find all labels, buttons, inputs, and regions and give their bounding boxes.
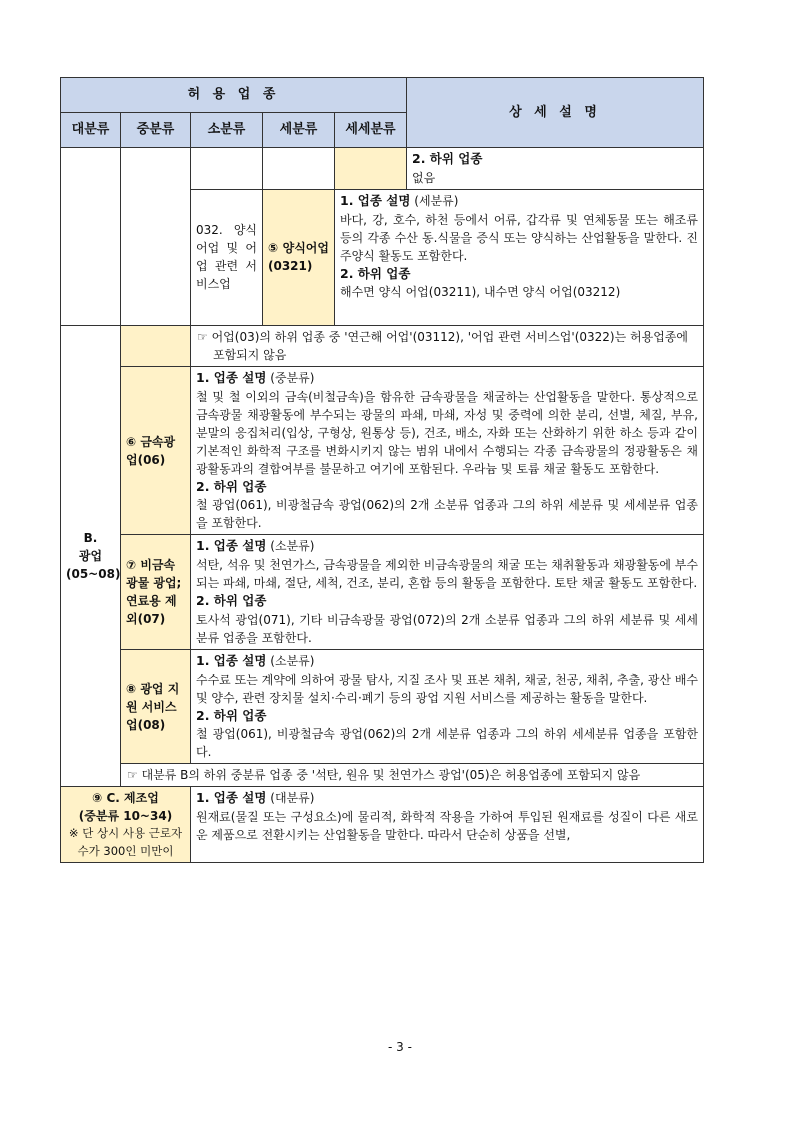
note-mining: ☞ 대분류 B의 하위 중분류 업종 중 '석탄, 원유 및 천연가스 광업'(05)은 허용업종에 포함되지 않음 xyxy=(121,764,704,787)
sub-industries: 토사석 광업(071), 기타 비금속광물 광업(072)의 2개 소분류 업종과 그의 하위 세분류 및 세세분류 업종을 포함한다. xyxy=(196,612,698,645)
heading: 1. 업종 설명 xyxy=(196,538,267,554)
cell-detail xyxy=(191,649,704,764)
description: 수수료 또는 계약에 의하여 광물 탐사, 지질 조사 및 표본 채취, 채굴, 천공, 채취, 추출, 광산 배수 및 양수, 관련 장치물 설치·수리·폐기 등의 광업 지원 서비스를 제공하는 활동을 말한다. xyxy=(196,672,698,705)
heading: 1. 업종 설명 xyxy=(196,790,267,806)
table-row xyxy=(61,787,704,863)
manufacturing-title: ⑨ C. 제조업 xyxy=(92,791,159,806)
heading-note: (중분류) xyxy=(270,370,315,385)
cell-small-empty xyxy=(191,148,263,190)
sub-industries: 철 광업(061), 비광철금속 광업(062)의 2개 소분류 업종과 그의 하위 세분류 및 세세분류 업종을 포함한다. xyxy=(196,498,698,531)
cell-detail xyxy=(191,535,704,650)
sub-industries: 없음 xyxy=(412,170,436,185)
table-row xyxy=(61,366,704,535)
subheading: 2. 하위 업종 xyxy=(412,151,483,166)
description: 석탄, 석유 및 천연가스, 금속광물을 제외한 비금속광물의 채굴 또는 채취활동과 채광활동에 부수되는 파쇄, 마쇄, 절단, 세척, 건조, 분리, 혼합 등의 활동을 포함한다. 토탄 채굴 활동도 포함한다. xyxy=(196,558,698,590)
table-row xyxy=(61,535,704,650)
cell-fine-class: ⑤ 양식어업(0321) xyxy=(263,189,335,325)
cell-mid-class: ⑦ 비금속광물 광업; 연료용 제외(07) xyxy=(121,535,191,650)
cell-detail xyxy=(335,189,704,325)
sub-industries: 해수면 양식 어업(03211), 내수면 양식 어업(03212) xyxy=(340,285,621,300)
cell-detail xyxy=(191,787,704,863)
heading: 1. 업종 설명 xyxy=(196,369,267,385)
subheading: 2. 하위 업종 xyxy=(340,265,411,281)
heading-note: (소분류) xyxy=(270,653,315,668)
heading-row xyxy=(196,537,698,556)
heading-row xyxy=(196,369,698,388)
subheading: 2. 하위 업종 xyxy=(196,593,267,608)
cell-small-class: 032. 양식어업 및 어업 관련 서비스업 xyxy=(191,189,263,325)
header-col-small: 소분류 xyxy=(191,113,263,148)
manufacturing-condition: ※ 단 상시 사용 근로자 수가 300인 미만이 xyxy=(68,826,183,858)
header-col-finest: 세세분류 xyxy=(335,113,407,148)
cell-detail xyxy=(191,366,704,535)
industry-table xyxy=(60,77,704,863)
header-col-large: 대분류 xyxy=(61,113,121,148)
description: 바다, 강, 호수, 하천 등에서 어류, 갑각류 및 연체동물 또는 해조류 등의 각종 수산 동.식물을 증식 또는 양식하는 산업활동을 말한다. 진주양식 활동도 포함한다. xyxy=(340,212,698,263)
subheading: 2. 하위 업종 xyxy=(196,478,267,494)
cell-detail xyxy=(407,148,704,190)
sub-industries: 철 광업(061), 비광철금속 광업(062)의 2개 세분류 업종과 그의 하위 세세분류 업종을 포함한다. xyxy=(196,727,698,760)
heading: 1. 업종 설명 xyxy=(340,192,411,208)
cell-manufacturing xyxy=(61,787,191,863)
page-number: - 3 - xyxy=(388,1040,412,1054)
heading-row xyxy=(196,652,698,671)
header-col-mid: 중분류 xyxy=(121,113,191,148)
header-detail: 상 세 설 명 xyxy=(407,78,704,148)
description: 원재료(물질 또는 구성요소)에 물리적, 화학적 작용을 가하여 투입된 원재료를 성질이 다른 새로운 제품으로 전환시키는 산업활동을 말한다. 따라서 단순히 상품을 선별, xyxy=(196,810,698,842)
note-fishery: ☞ 어업(03)의 하위 업종 중 '연근해 어업'(03112), '어업 관련 서비스업'(0322)는 허용업종에 포함되지 않음 xyxy=(191,325,704,366)
table-row xyxy=(61,764,704,787)
heading-note: (소분류) xyxy=(270,539,315,554)
cell-finest-empty xyxy=(335,148,407,190)
heading: 1. 업종 설명 xyxy=(196,652,267,668)
heading-row xyxy=(340,192,698,211)
cell-mid-empty xyxy=(121,325,191,366)
heading-row xyxy=(196,789,698,808)
header-col-fine: 세분류 xyxy=(263,113,335,148)
table-row xyxy=(61,325,704,366)
description: 철 및 철 이외의 금속(비철금속)을 함유한 금속광물을 채굴하는 산업활동을 말한다. 통상적으로 금속광물 채광활동에 부수되는 광물의 파쇄, 마쇄, 자성 및 중력에 의한 분리, 선별, 체질, 부유, 분말의 응집처리(입상, 구형상, 원통상 등), 건조, 배소, 자화 또는 산화하기 위한 하소 등과 같이 기본적인 화학적 구조를 변화시키지 않는 범위 내에서 수행되는 각종 금속광물의 정광활동은 채광활동과의 결합여부를 불문하고 여기에 포함된다. 우라늄 및 토륨 채굴 활동도 포함한다. xyxy=(196,389,698,476)
header-row-1 xyxy=(61,78,704,113)
manufacturing-range: (중분류 10~34) xyxy=(78,809,173,824)
cell-group-b: B. 광업 (05~08) xyxy=(61,325,121,787)
table-row xyxy=(61,649,704,764)
header-allowed: 허 용 업 종 xyxy=(61,78,407,113)
heading-note: (대분류) xyxy=(270,791,315,806)
heading-note: (세분류) xyxy=(414,193,459,208)
cell-mid-class: ⑧ 광업 지원 서비스업(08) xyxy=(121,649,191,764)
cell-large-empty xyxy=(61,148,121,326)
cell-fine-empty xyxy=(263,148,335,190)
subheading: 2. 하위 업종 xyxy=(196,707,267,723)
cell-mid-class: ⑥ 금속광업(06) xyxy=(121,366,191,535)
cell-mid-empty xyxy=(121,148,191,326)
table-row xyxy=(61,148,704,190)
